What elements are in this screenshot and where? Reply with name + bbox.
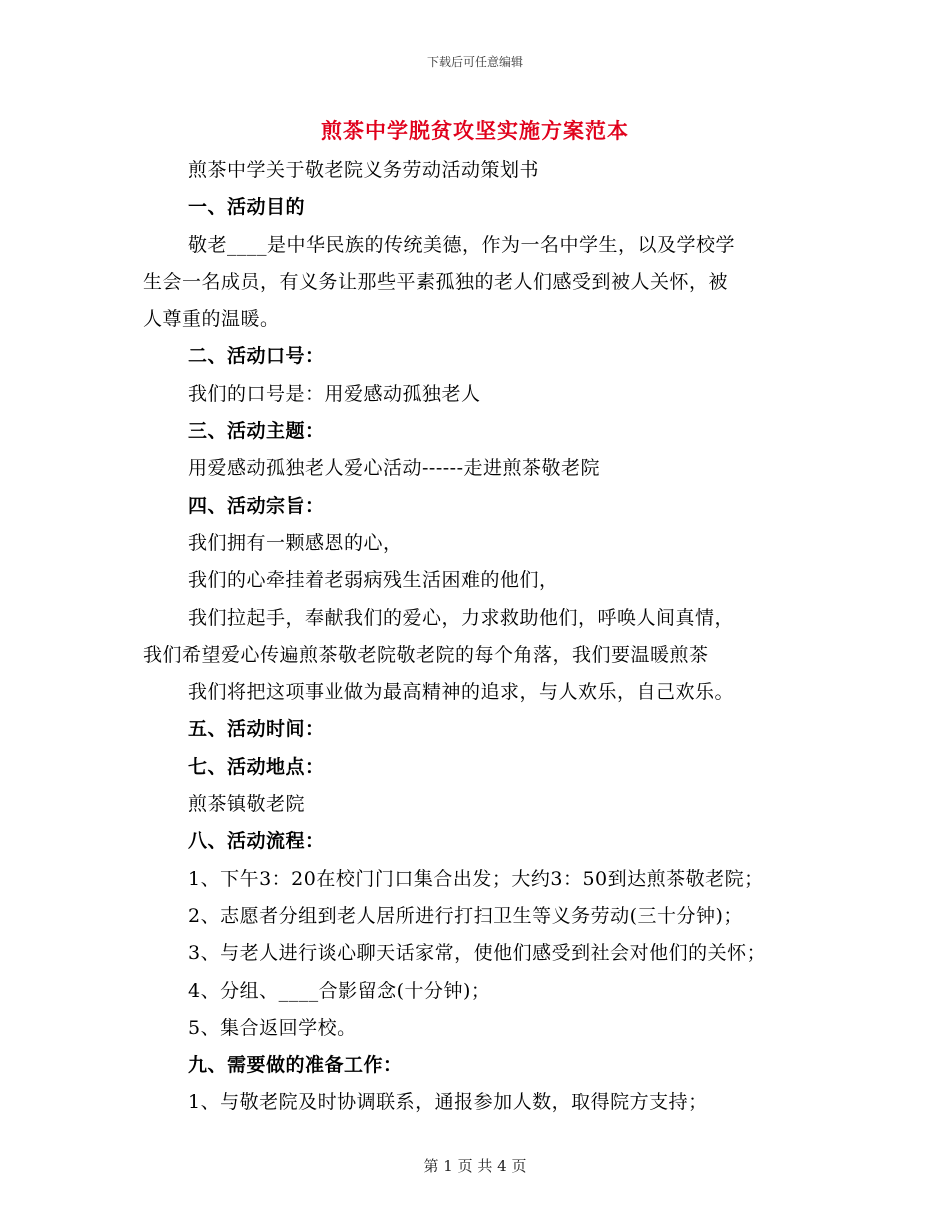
section-heading-9: 九、需要做的准备工作： <box>188 1054 403 1077</box>
section-heading-2: 二、活动口号： <box>188 345 325 368</box>
section-heading-8: 八、活动流程： <box>188 830 325 853</box>
list-item-prep-1: 1、与敬老院及时协调联系，通报参加人数，取得院方支持； <box>188 1091 708 1114</box>
section-heading-3: 三、活动主题： <box>188 420 325 443</box>
list-item-flow-1: 1、下午3：20在校门门口集合出发；大约3：50到达煎茶敬老院； <box>188 867 764 890</box>
section-heading-7: 七、活动地点： <box>188 755 325 778</box>
paragraph-purpose-3: 人尊重的温暖。 <box>143 308 280 331</box>
paragraph-theme: 用爱感动孤独老人爱心活动------走进煎茶敬老院 <box>188 457 601 480</box>
paragraph-purpose-1: 敬老____是中华民族的传统美德，作为一名中学生，以及学校学 <box>188 233 736 256</box>
section-heading-4: 四、活动宗旨： <box>188 494 325 517</box>
paragraph-intro: 煎茶中学关于敬老院义务劳动活动策划书 <box>188 159 540 181</box>
paragraph-aim-2: 我们的心牵挂着老弱病残生活困难的他们， <box>188 569 559 592</box>
list-item-flow-3: 3、与老人进行谈心聊天话家常，使他们感受到社会对他们的关怀； <box>188 942 767 965</box>
paragraph-purpose-2: 生会一名成员，有义务让那些平素孤独的老人们感受到被人关怀，被 <box>143 270 729 293</box>
section-heading-5: 五、活动时间： <box>188 718 325 741</box>
page-footer: 第 1 页 共 4 页 <box>423 1157 527 1175</box>
paragraph-slogan: 我们的口号是：用爱感动孤独老人 <box>188 382 481 405</box>
section-heading-1: 一、活动目的 <box>188 196 306 219</box>
paragraph-aim-4: 我们希望爱心传遍煎茶敬老院敬老院的每个角落，我们要温暖煎茶 <box>143 643 709 666</box>
paragraph-aim-3: 我们拉起手，奉献我们的爱心，力求救助他们，呼唤人间真情， <box>188 606 735 629</box>
list-item-flow-2: 2、志愿者分组到老人居所进行打扫卫生等义务劳动(三十分钟)； <box>188 904 743 927</box>
list-item-flow-5: 5、集合返回学校。 <box>188 1016 357 1039</box>
paragraph-aim-1: 我们拥有一颗感恩的心， <box>188 531 403 554</box>
page-header: 下载后可任意编辑 <box>426 55 523 69</box>
document-title: 煎茶中学脱贫攻坚实施方案范本 <box>321 119 629 143</box>
paragraph-aim-5: 我们将把这项事业做为最高精神的追求，与人欢乐，自己欢乐。 <box>188 681 735 704</box>
document-body <box>143 152 823 1122</box>
list-item-flow-4: 4、分组、____合影留念(十分钟)； <box>188 979 491 1002</box>
paragraph-location: 煎茶镇敬老院 <box>188 793 306 816</box>
